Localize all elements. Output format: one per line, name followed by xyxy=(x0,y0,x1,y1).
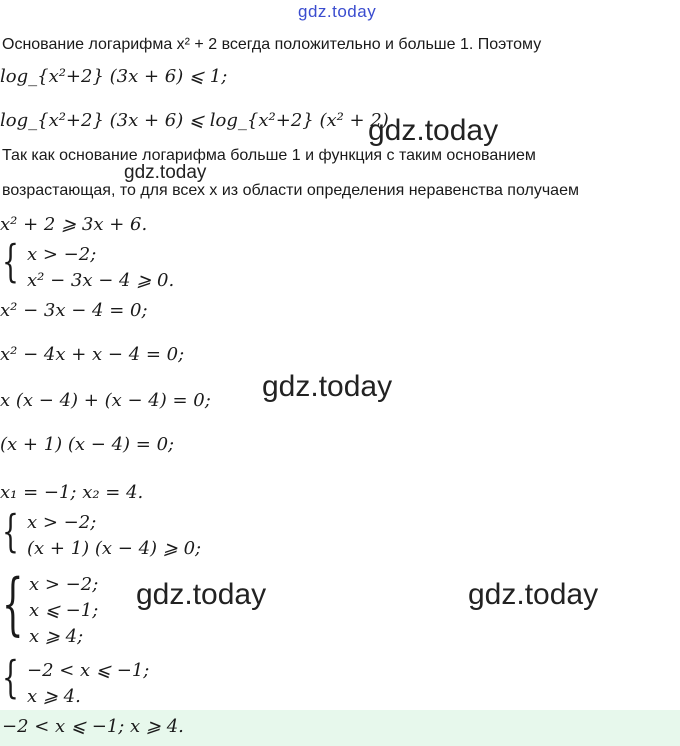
equation-roots: x₁ = −1; x₂ = 4. xyxy=(0,482,144,503)
system2-line2: (x + 1) (x − 4) ⩾ 0; xyxy=(27,538,202,559)
watermark-4: gdz.today xyxy=(136,578,267,611)
equation-quadratic: x² − 3x − 4 = 0; xyxy=(0,300,148,321)
watermark-3: gdz.today xyxy=(262,370,393,403)
watermark-2: gdz.today xyxy=(124,162,207,183)
watermark-top: gdz.today xyxy=(298,2,377,21)
system3-line1: x > −2; xyxy=(29,574,99,595)
system4-line2: x ⩾ 4. xyxy=(27,686,81,707)
watermark-1: gdz.today xyxy=(368,114,499,147)
watermark-5: gdz.today xyxy=(468,578,599,611)
system3-line3: x ⩾ 4; xyxy=(29,626,84,647)
system3-line2: x ⩽ −1; xyxy=(29,600,99,621)
inequality-log-le-1: log_{x²+2} (3x + 6) ⩽ 1; xyxy=(0,66,228,87)
answer-text: −2 < x ⩽ −1; x ⩾ 4. xyxy=(2,716,184,737)
inequality-log-compare: log_{x²+2} (3x + 6) ⩽ log_{x²+2} (x² + 2). xyxy=(0,110,395,131)
equation-grouped: x (x − 4) + (x − 4) = 0; xyxy=(0,390,211,411)
system-brace-1: { xyxy=(2,236,19,287)
paragraph-increasing-line1: Так как основание логарифма больше 1 и функция с таким основанием xyxy=(2,147,536,164)
system1-line1: x > −2; xyxy=(27,244,97,265)
answer-box xyxy=(0,710,680,746)
paragraph-base-positive: Основание логарифма x² + 2 всегда положительно и больше 1. Поэтому xyxy=(2,36,542,53)
system-brace-2: { xyxy=(2,506,19,557)
system4-line1: −2 < x ⩽ −1; xyxy=(27,660,150,681)
system2-line1: x > −2; xyxy=(27,512,97,533)
system-brace-3: { xyxy=(2,566,24,644)
system1-line2: x² − 3x − 4 ⩾ 0. xyxy=(27,270,175,291)
equation-split: x² − 4x + x − 4 = 0; xyxy=(0,344,185,365)
system-brace-4: { xyxy=(2,652,19,703)
paragraph-increasing-line2: возрастающая, то для всех x из области определения неравенства получаем xyxy=(2,182,579,199)
inequality-argument-compare: x² + 2 ⩾ 3x + 6. xyxy=(0,214,148,235)
equation-factored: (x + 1) (x − 4) = 0; xyxy=(0,434,175,455)
